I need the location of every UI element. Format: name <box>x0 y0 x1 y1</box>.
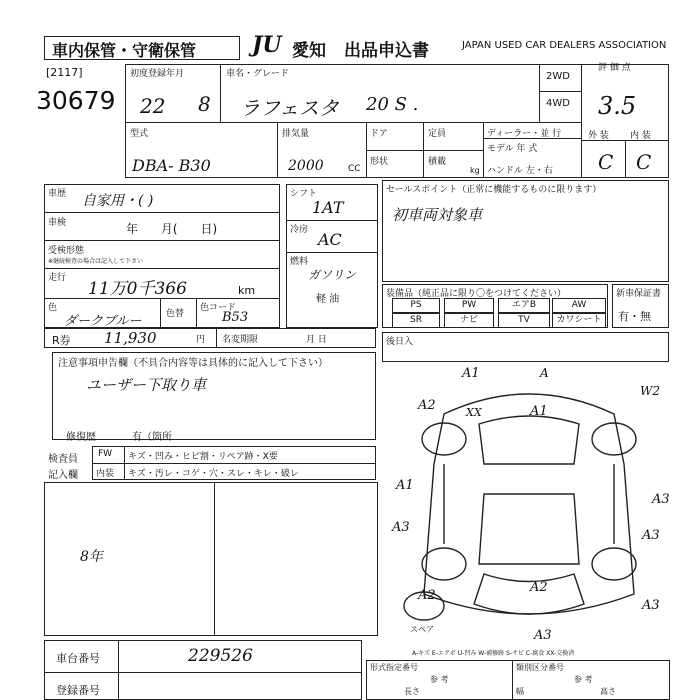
inspection-label: 車検 <box>48 218 67 228</box>
ju-logo: JU <box>252 32 282 58</box>
mark-a2-rear: A2 <box>530 580 548 595</box>
color-code-value: B53 <box>222 310 249 325</box>
warranty-value: 有・無 <box>618 310 651 323</box>
mark-a2-left: A2 <box>418 588 436 603</box>
load-label: 積載 <box>428 157 447 167</box>
color-change-label: 色替 <box>166 309 185 319</box>
km-label: km <box>238 284 256 297</box>
handwritten-note: 8年 <box>80 549 103 565</box>
cc-label: CC <box>348 164 361 174</box>
wd2-label: 2WD <box>546 71 570 82</box>
recv-label: 受検形態 <box>48 246 85 256</box>
light-oil-label: 軽 油 <box>316 294 340 305</box>
mileage-value: 11万0千366 <box>88 279 187 299</box>
year-value: 22 <box>140 94 166 118</box>
width-label: 幅 <box>516 687 524 696</box>
equip-airbag: エアB <box>498 298 550 313</box>
shape-no-label: 形式指定番号 <box>370 663 418 672</box>
car-name-label: 車名・グレード <box>226 69 290 79</box>
equip-aw: AW <box>552 298 606 313</box>
displacement-label: 排気量 <box>282 129 310 139</box>
fw-items: キズ・凹み・ヒビ割・リペア跡・X要 <box>128 452 278 462</box>
mark-a3-bottom: A3 <box>534 628 552 643</box>
cc-value: 2000 <box>288 158 324 174</box>
inspector-label: 検査員 <box>48 454 78 465</box>
fuel-value: ガソリン <box>308 268 357 282</box>
mileage-label: 走行 <box>48 273 67 283</box>
color-value: ダークブルー <box>64 314 142 329</box>
equip-leather: カワシート <box>552 313 606 328</box>
kg-label: kg <box>470 166 480 175</box>
chassis-label: 車台番号 <box>56 652 100 665</box>
mark-a-top: A <box>540 366 549 380</box>
equip-navi: ナビ <box>444 313 494 328</box>
ac-value: AC <box>318 230 342 249</box>
capacity-label: 定員 <box>428 129 447 139</box>
first-reg-label: 初度登録年月 <box>130 69 185 79</box>
month-value: 8 <box>198 92 211 116</box>
door-label: ドア <box>370 129 388 139</box>
form-title: 出品申込書 <box>344 41 429 61</box>
chassis-value: 229526 <box>188 646 253 666</box>
interior-value: C <box>636 150 652 174</box>
mark-a1-front: A1 <box>530 404 548 419</box>
length-label: 長さ <box>404 687 420 696</box>
mark-a3-right: A3 <box>652 492 670 507</box>
mark-a3-bl: A3 <box>642 528 660 543</box>
repair-value: 有（箇所 <box>132 432 172 443</box>
ref-label: 参 考 <box>430 675 449 684</box>
sales-point-box <box>382 180 669 282</box>
repair-label: 修復歴 <box>66 432 96 443</box>
handle-label: ハンドル 左・右 <box>487 166 553 176</box>
mark-xx: XX <box>466 406 482 419</box>
model-label: 型式 <box>130 129 149 139</box>
recycle-value: 11,930 <box>104 329 157 347</box>
interior-label: 内 装 <box>630 131 651 141</box>
mark-a2-tl: A2 <box>418 398 436 413</box>
height-label: 高さ <box>600 687 616 696</box>
history-label: 車歴 <box>48 189 67 199</box>
lot-number: 30679 <box>36 86 116 115</box>
storage-label: 車内保管・守衛保管 <box>52 41 197 60</box>
mark-a3-left: A3 <box>392 520 410 535</box>
exterior-label: 外 装 <box>588 131 609 141</box>
mark-a1-top: A1 <box>462 366 480 381</box>
equip-pw: PW <box>444 298 494 313</box>
lot-code: [2117] <box>46 66 83 79</box>
entry-label: 記入欄 <box>48 470 78 481</box>
wd4-label: 4WD <box>546 98 570 109</box>
notice-label: 名変期限 <box>222 335 259 345</box>
assoc-name: JAPAN USED CAR DEALERS ASSOCIATION <box>462 40 667 51</box>
ref-label-2: 参 考 <box>574 675 593 684</box>
fuel-label: 燃料 <box>290 257 309 267</box>
remarks-value: ユーザー下取り車 <box>86 376 207 394</box>
color-label: 色 <box>48 303 58 313</box>
damage-legend: A-キズ E-エクボ U-凹み W-補修跡 S-サビ C-腐食 XX-交換済 <box>412 650 575 657</box>
recv-sub: ※継続検査の場合は記入して下さい <box>48 258 144 265</box>
mark-w2: W2 <box>640 384 660 398</box>
yen-label: 円 <box>196 335 206 345</box>
mark-a1-mid: A1 <box>396 478 414 493</box>
rating-value: 3.5 <box>598 92 637 120</box>
shift-label: シフト <box>290 189 318 199</box>
remarks-label: 注意事項申告欄（不具合内容等は具体的に記入して下さい） <box>58 358 328 369</box>
grade-value: 20 S . <box>366 94 419 115</box>
shape-label: 形状 <box>370 157 389 167</box>
equip-tv: TV <box>498 313 550 328</box>
equip-ps: PS <box>392 298 440 313</box>
spare-label: スペア <box>410 625 434 634</box>
after-input-label: 後日入 <box>386 337 414 347</box>
cooling-label: 冷房 <box>290 225 309 235</box>
recycle-label: R券 <box>52 334 71 347</box>
equip-sr: SR <box>392 313 440 328</box>
exterior-value: C <box>598 150 614 174</box>
lot-code-text: 2117 <box>50 66 79 79</box>
warranty-label: 新車保証書 <box>616 289 662 299</box>
rating-label: 評 価 点 <box>598 63 631 73</box>
in-label: 内装 <box>96 469 115 479</box>
equipment-label: 装備品（純正品に限り〇をつけてください） <box>386 289 567 299</box>
after-input-box <box>382 332 669 362</box>
mark-a3-rr: A3 <box>642 598 660 613</box>
color-code-label: 色コード <box>200 303 237 313</box>
reg-no-label: 登録番号 <box>56 684 100 697</box>
shift-value: 1AT <box>312 198 344 217</box>
notice-date: 月 日 <box>306 335 327 345</box>
sales-point-label: セールスポイント（正常に機能するものに限ります） <box>386 185 602 195</box>
model-value: DBA- B30 <box>132 156 211 175</box>
fw-label: FW <box>98 449 113 459</box>
car-name-value: ラフェスタ <box>240 96 339 120</box>
org-name: 愛知 <box>292 41 326 61</box>
in-items: キズ・汚レ・コゲ・穴・スレ・キレ・破レ <box>128 469 299 479</box>
dealer-label: ディーラー・並 行 <box>487 129 562 139</box>
history-value: 自家用・( ) <box>82 193 154 209</box>
category-no-label: 類別区分番号 <box>516 663 564 672</box>
inspection-value: 年 月( 日) <box>126 222 218 236</box>
model-year-label: モデル 年 式 <box>487 144 538 154</box>
sales-point-value: 初車両対象車 <box>392 206 483 224</box>
